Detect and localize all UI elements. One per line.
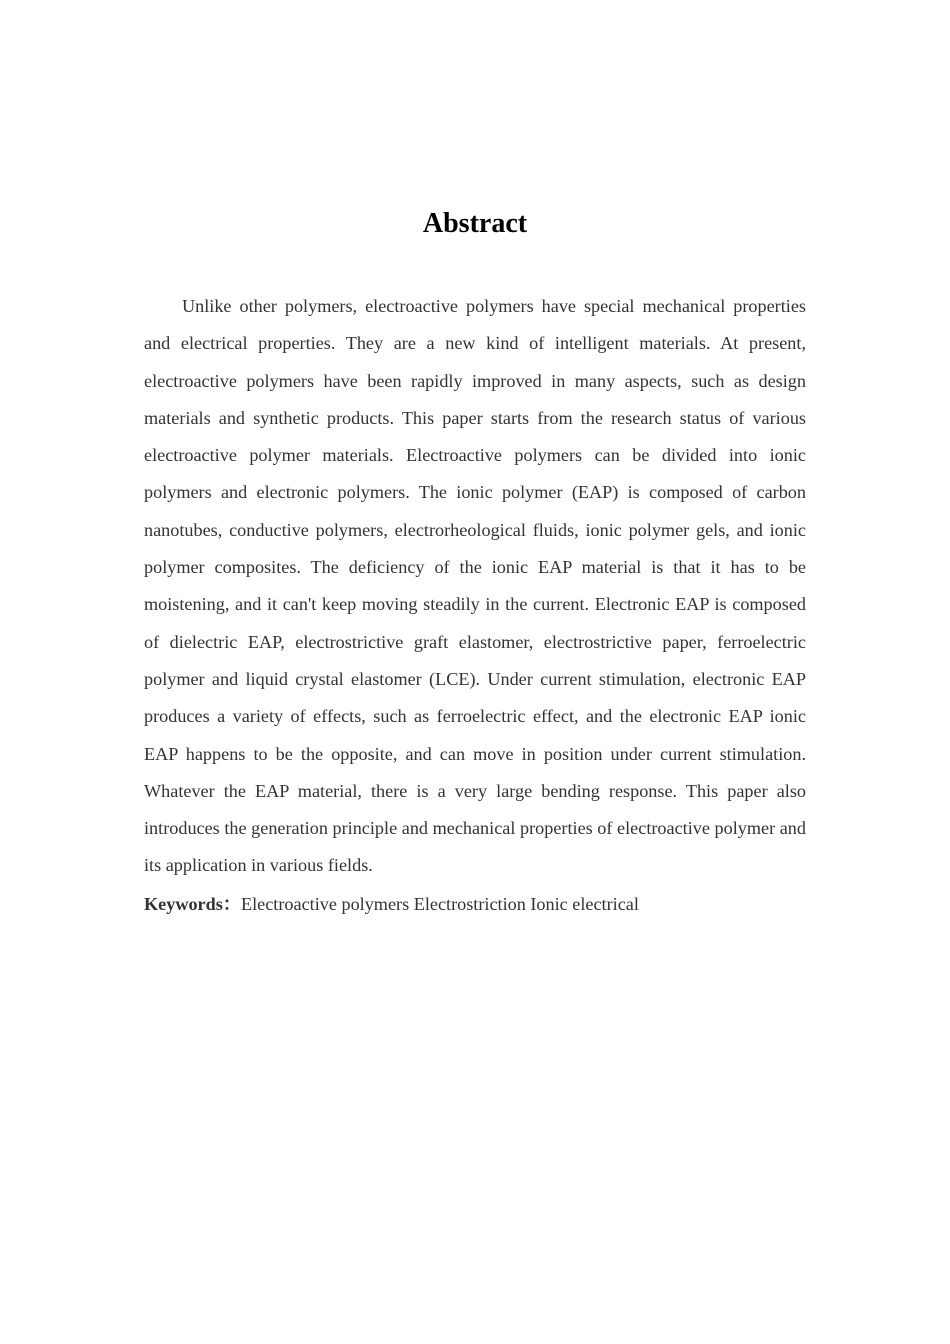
- abstract-paragraph: Unlike other polymers, electroactive polymers have special mechanical properties and electrical properties. They are a new kind of intelligent materials. At present, electroactive polymers have been rapidly improved in many aspects, such as design materials and synthetic products. This paper starts from the research status of various electroactive polymer materials. Electroactive polymers can be divided into ionic polymers and electronic polymers. The ionic polymer (EAP) is composed of carbon nanotubes, conductive polymers, electrorheological fluids, ionic polymer gels, and ionic polymer composites. The deficiency of the ionic EAP material is that it has to be moistening, and it can't keep moving steadily in the current. Electronic EAP is composed of dielectric EAP, electrostrictive graft elastomer, electrostrictive paper, ferroelectric polymer and liquid crystal elastomer (LCE). Under current stimulation, electronic EAP produces a variety of effects, such as ferroelectric effect, and the electronic EAP ionic EAP happens to be the opposite, and can move in position under current stimulation. Whatever the EAP material, there is a very large bending response. This paper also introduces the generation principle and mechanical properties of electroactive polymer and its application in various fields.: [144, 296, 806, 876]
- keywords-label: Keywords：: [144, 894, 241, 914]
- keywords-line: [144, 887, 806, 921]
- keywords-value: Electroactive polymers Electrostriction Ionic electrical: [241, 894, 639, 914]
- page-title: Abstract: [422, 208, 528, 239]
